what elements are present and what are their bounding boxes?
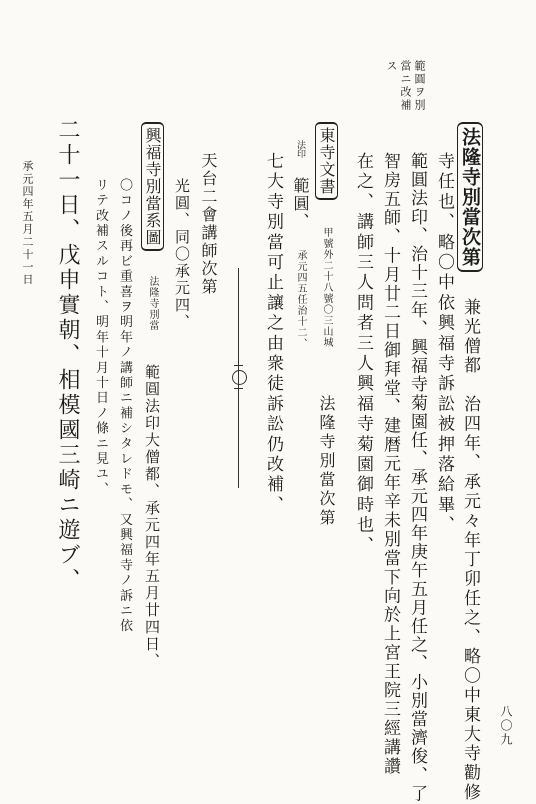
kofuku-small-note-1: 〇コノ後再ビ重喜ヲ明年ノ講師ニ補シタレドモ、又興福寺ノ訴ニ依 (117, 178, 132, 634)
kofuku-column (144, 122, 160, 670)
text-line-5: 在之、講師三人問者三人興福寺菊園御時也、 (353, 152, 373, 556)
text-line-4: 智房五師、十月廿二日御拜堂、建暦元年辛未別當下向於上宮王院三經講讚 (380, 152, 400, 776)
side-note-line3: ス (385, 60, 398, 73)
toji-line-2 (292, 140, 308, 349)
rule-tick-top (234, 365, 243, 366)
kofuku-title: 興福寺別當系圖 (141, 122, 164, 251)
rule-tick-bottom (234, 388, 243, 389)
side-note-line1: 範圓ヲ別 (413, 60, 426, 112)
toji-line2-note-a: 法印 (295, 140, 305, 158)
toji-note: 甲號外二十八號〇三山城 (321, 227, 332, 348)
kofuku-small-note-2: リテ改補スルコト、明年十月十日ノ條ニ見ユ、 (93, 178, 108, 498)
toji-column (318, 122, 334, 528)
margin-date: 承元四年五月二十一日 (21, 160, 34, 286)
toji-title: 東寺文書 (315, 122, 338, 200)
daily-entry-line: 二十一日、戊申實朝、相模國三崎ニ遊ブ、 (55, 118, 80, 593)
kofuku-body: 範圓法印大僧都、承元四年五月廿四日、 (143, 364, 161, 670)
page-number: 八〇九 (499, 705, 513, 747)
horyuji-title: 法隆寺別當次第 (457, 122, 483, 272)
rule-ornament (232, 370, 247, 385)
koen-line: 光圓、同〇承元四、 (173, 178, 191, 331)
side-note-line2: 當ニ改補 (399, 60, 412, 112)
horyuji-heading-column (460, 122, 479, 802)
text-line-2: 寺任也、略〇中依興福寺訴訟被押落給畢、 (434, 152, 454, 536)
kofuku-note: 法隆寺別當 (147, 276, 158, 331)
toji-body: 法隆寺別當次第 (317, 395, 336, 528)
tendai-heading: 天台二會講師次第 (199, 152, 218, 296)
text-line-7: 七大寺別當可止讓之由衆徒訴訟仍改補、 (263, 152, 283, 516)
toji-line2-head: 範圓、 (291, 177, 310, 231)
toji-line2-note-b: 承元四五任治十二、 (295, 250, 306, 349)
horyuji-text: 兼光僧都 治四年、承元々年丁卯任之、略〇中東大寺勸修 (460, 298, 480, 803)
text-line-3: 範圓法印、治十三年、興福寺菊園任、承元四年庚午五月任之、小別當濟俊、了 (407, 152, 427, 803)
